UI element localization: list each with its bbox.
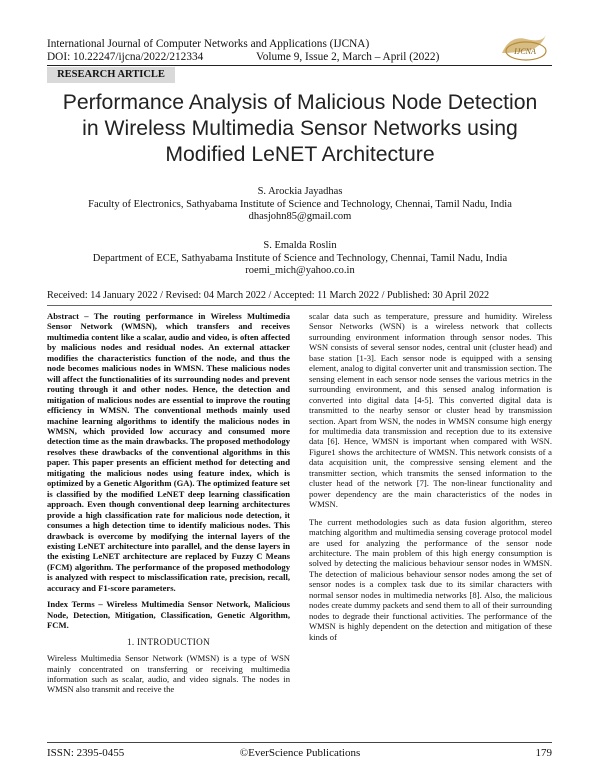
logo-text: IJCNA [514, 47, 536, 56]
title-line: Modified LeNET Architecture [165, 143, 435, 166]
footer-rule [47, 742, 552, 743]
dates-rule [47, 305, 552, 306]
intro-paragraph: The current methodologies such as data fusion algorithm, stereo matching algorithm and multimedia sensing coverage protocol model are used for analyzing the performance of the sensor node architecture. The main problem of this high energy consumption is solved by detecting the malicious behaviour sensor nodes in WMSN. The detection of malicious behaviour sensor nodes among the set of sensor nodes is a complex task due to its similar characters with normal sensor nodes in multimedia networks [8]. Also, the malicious nodes create dummy packets and send them to all of their surrounding nodes to degrade their functional activities. The performance of the WMSN is highly dependent on the detection and mitigation of these kinds of [309, 516, 552, 642]
index-terms: Index Terms – Wireless Multimedia Sensor Network, Malicious Node, Detection, Mitigation, Classification, Genetic Algorithm, FCM. [47, 599, 290, 631]
author-affiliation: Faculty of Electronics, Sathyabama Institute of Science and Technology, Chennai, Tamil Nadu, India [88, 198, 512, 210]
page-number: 179 [535, 747, 552, 759]
publication-dates: Received: 14 January 2022 / Revised: 04 March 2022 / Accepted: 11 March 2022 / Published: 30 April 2022 [47, 290, 490, 301]
header-rule [47, 65, 552, 66]
intro-paragraph: Wireless Multimedia Sensor Network (WMSN) is a type of WSN mainly concentrated on transferring or receiving multimedia information such as scalar, audio, and video signals. The nodes in WMSN also transmit and receive the [47, 653, 290, 695]
section-heading: 1. INTRODUCTION [126, 636, 211, 647]
title-line: Performance Analysis of Malicious Node Detection [62, 91, 538, 114]
doi-text: DOI: 10.22247/ijcna/2022/212334 [47, 51, 204, 63]
author-block [20, 240, 580, 278]
author-affiliation: Department of ECE, Sathyabama Institute of Science and Technology, Chennai, Tamil Nadu, India [92, 252, 508, 264]
issn-text: ISSN: 2395-0455 [47, 747, 125, 759]
volume-issue: Volume 9, Issue 2, March – April (2022) [256, 51, 440, 63]
intro-paragraph-continued: scalar data such as temperature, pressure and humidity. Wireless Sensor Networks (WSN) is a wireless network that collects surrounding environment information through sensor nodes. This WSN consists of several sensor nodes, central unit (cluster head) and base station [1-3]. Each sensor node is equipped with a sensing element, analog to digital converter unit and transmission section. The sensing element in each sensor node senses the various metrics in the surrounding environment, and this sensed analog information is converted into digital data [4-5]. This converted digital data is transmitted to the nearby sensor or cluster head by transmission section. Apart from WSN, the nodes in WMSN consume high energy for multimedia data transmission and reception due to its extensive data [6]. Hence, WMSN is important when compared with WSN. Figure1 shows the architecture of WMSN. This network consists of a data acquisition unit, the compressive sensing element and the transmitter section, which transmits the sensed information to the cluster head of the network [7]. The non-linear functionality and power dependency are the main characteristics of the nodes in WMSN. [309, 311, 552, 510]
author-name: S. Arockia Jayadhas [257, 186, 343, 197]
author-email: dhasjohn85@gmail.com [248, 211, 352, 223]
author-email: roemi_mich@yahoo.co.in [245, 265, 355, 277]
paper-title [30, 90, 570, 168]
journal-name: International Journal of Computer Networks and Applications (IJCNA) [47, 38, 370, 50]
author-block [20, 186, 580, 224]
journal-logo [496, 31, 550, 65]
author-name: S. Emalda Roslin [263, 240, 337, 251]
publisher-text: ©EverScience Publications [239, 747, 361, 759]
title-line: in Wireless Multimedia Sensor Networks using [82, 117, 518, 140]
article-type-badge: RESEARCH ARTICLE [47, 67, 175, 83]
abstract: Abstract – The routing performance in Wireless Multimedia Sensor Network (WMSN), which transfers and receives multimedia content like a scalar, audio and video, is often affected by malicious nodes and residual nodes. An external attacker modifies the characteristics function of the node, and thus the node becomes malicious nodes in WMSN. These malicious nodes will affect the functionalities of its surrounding nodes and prevent routing through it and other nodes. Hence, the detection and mitigation of malicious nodes are essential to improve the routing efficiency in WMSN. The conventional methods mainly used machine learning algorithms to identify the malicious nodes in WMSN, which provided low accuracy and consumed more detection time as the main drawbacks. The proposed methodology resolves these drawbacks of the conventional algorithms in this paper. This paper presents an efficient method for detecting and mitigating the malicious nodes using feature index, which is optimized by a Genetic Algorithm (GA). The optimized feature set is classified by the modified LeNET deep learning classification approach. Even though conventional deep learning architectures provide a high classification rate for malicious node detection, it consumes a high detection time to identify malicious nodes. This drawback is overcome by modifying the internal layers of the existing LeNET architecture into parallel, and the dense layers in the existing LeNET architecture are replaced by Fuzzy C Means (FCM) algorithm. The performance of the proposed methodology is analyzed with respect to misclassification rate, precision, recall, accuracy and F1-score parameters. [47, 311, 290, 593]
right-column [309, 311, 552, 642]
left-column [47, 311, 290, 695]
